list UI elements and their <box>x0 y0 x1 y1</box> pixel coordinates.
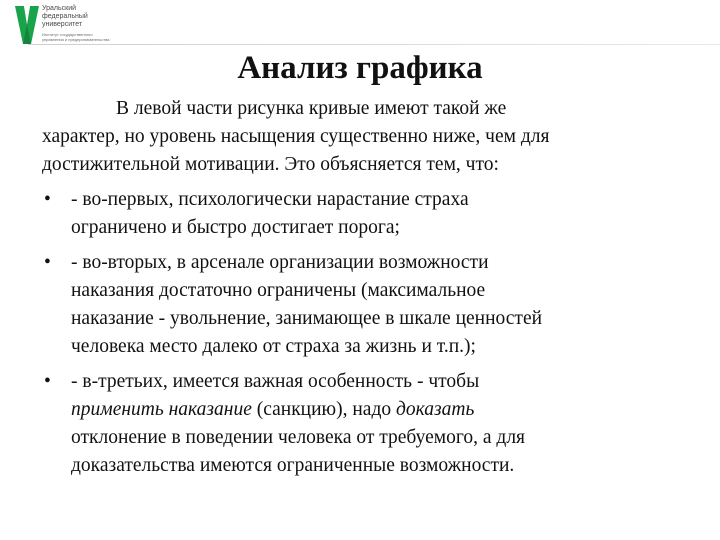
bullet-marker: • <box>44 189 51 210</box>
ural-federal-university-logo-icon <box>14 4 40 46</box>
intro-line: достижительной мотивации. Это объясняется тем, что: <box>42 154 499 175</box>
logo-line: федеральный <box>42 13 88 20</box>
bullet-line: - во-вторых, в арсенале организации возможности <box>71 252 489 273</box>
university-logo <box>14 4 130 48</box>
bullet-line: отклонение в поведении человека от требуемого, а для <box>71 427 526 448</box>
intro-line: характер, но уровень насыщения существенно ниже, чем для <box>42 126 550 147</box>
bullet-marker: • <box>44 252 51 273</box>
logo-subtitle-line: Институт государственного <box>42 32 93 37</box>
bullet-line: ограничено и быстро достигает порога; <box>71 217 400 238</box>
bullet-text-span: (санкцию), надо <box>251 399 397 420</box>
logo-line: Уральский <box>42 5 77 12</box>
logo-text <box>42 5 110 42</box>
bullet-line: человека место далеко от страха за жизнь и т.п.); <box>71 336 476 357</box>
bullet-item <box>42 249 692 361</box>
slide-title: Анализ графика <box>237 50 483 86</box>
emphasis-text: доказать <box>396 399 475 420</box>
logo-subtitle-line: управления и предпринимательства <box>42 37 110 42</box>
bullet-item <box>42 368 692 480</box>
bullet-marker: • <box>44 371 51 392</box>
bullet-item <box>42 186 692 242</box>
bullet-line: - в-третьих, имеется важная особенность - чтобы <box>71 371 480 392</box>
bullet-line: наказания достаточно ограничены (максимальное <box>71 280 486 301</box>
intro-line: В левой части рисунка кривые имеют такой же <box>116 98 507 119</box>
bullet-line: - во-первых, психологически нарастание страха <box>71 189 469 210</box>
bullet-line-mixed <box>71 396 692 424</box>
slide-body <box>42 95 692 480</box>
bullet-line: доказательства имеются ограниченные возможности. <box>71 455 515 476</box>
header-divider <box>28 44 720 45</box>
logo-line: университет <box>42 21 83 28</box>
bullet-line: наказание - увольнение, занимающее в шкале ценностей <box>71 308 543 329</box>
emphasis-text: применить наказание <box>71 399 252 420</box>
